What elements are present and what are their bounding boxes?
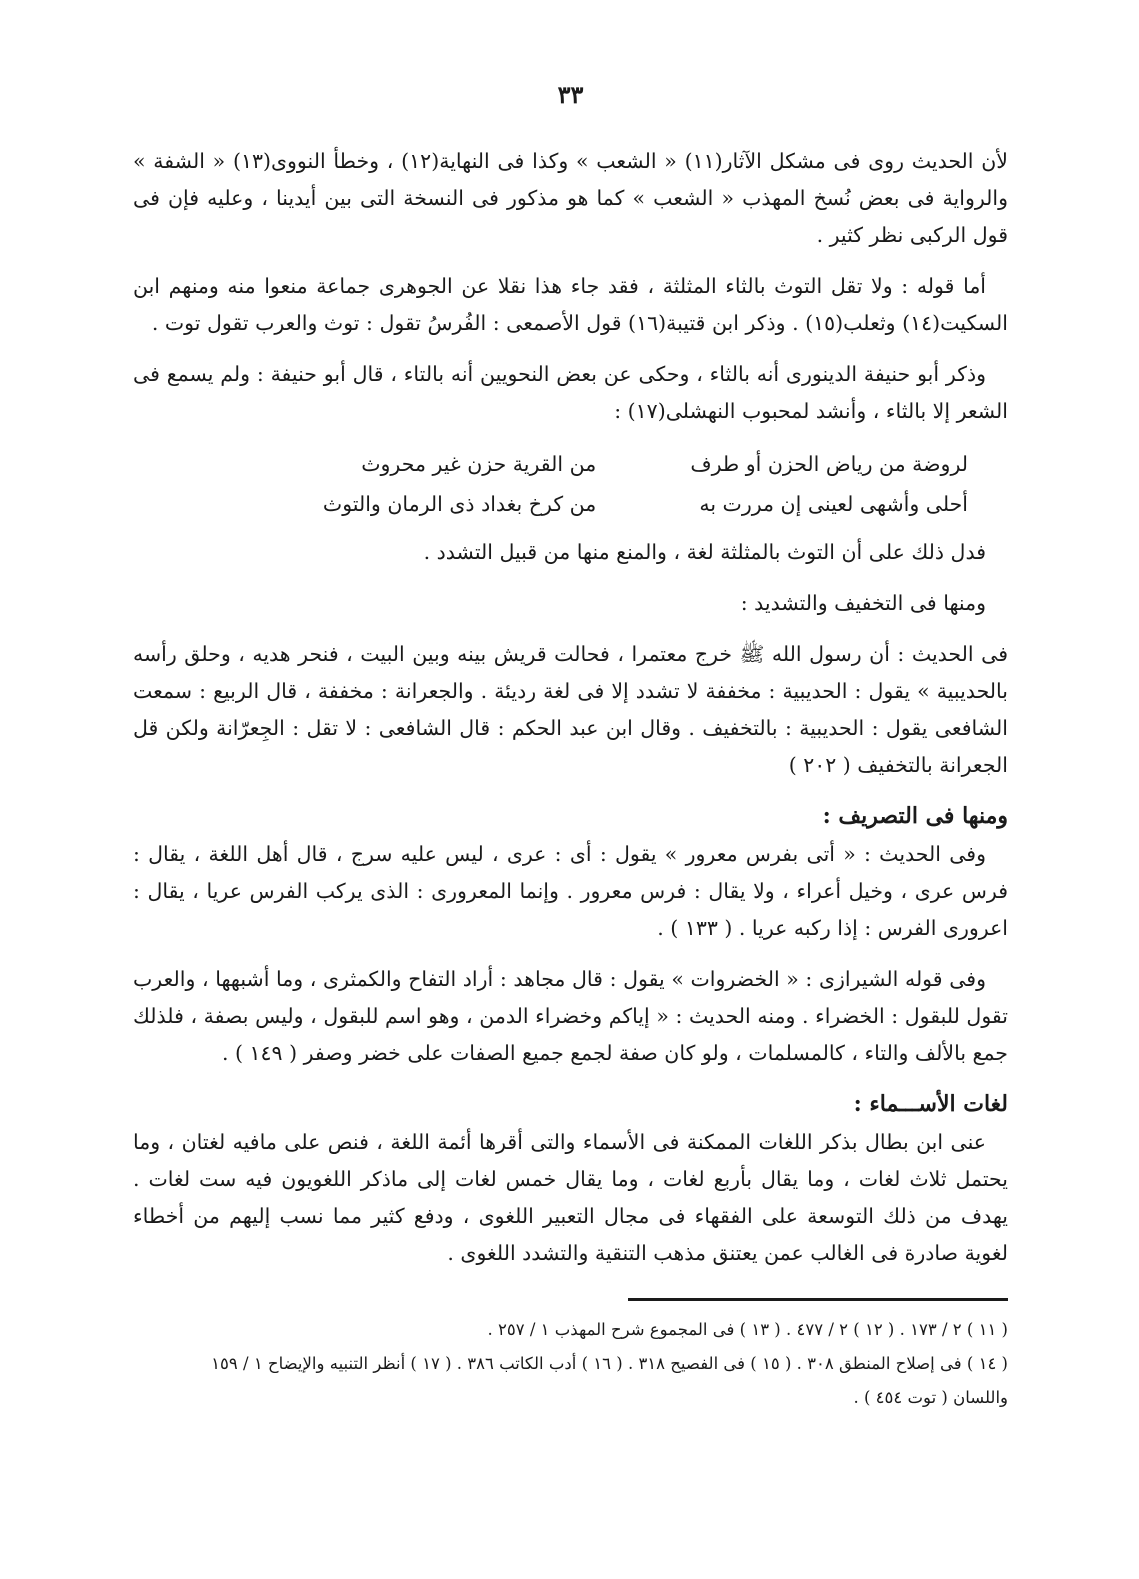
section-heading: ومنها فى التصريف :: [822, 803, 1008, 829]
footnote-line: واللسان ( توت ٤٥٤ ) .: [853, 1388, 1008, 1407]
paragraph: وفى قوله الشيرازى : « الخضروات » يقول : قال مجاهد : أراد التفاح والكمثرى ، وما أشبهها ، والعرب تقول للبقول : الخضراء . ومنه الحديث : « إياكم وخضراء الدمن ، وهو اسم للبقول ، وليس بصفة ، فلذلك جمع بالألف والتاء ، كالمسلمات ، ولو كان صفة لجمع جميع الصفات على خضر وصفر ( ١٤٩ ) .: [133, 967, 1008, 1065]
verse-first-hemistich: أحلى وأشهى لعينى إن مررت به: [699, 492, 968, 516]
poem-verse: [253, 484, 968, 524]
section-heading: لغات الأســـماء :: [853, 1091, 1008, 1117]
paragraph: وفى الحديث : « أتى بفرس معرور » يقول : أى : عرى ، ليس عليه سرج ، قال أهل اللغة ، يقال : فرس عرى ، وخيل أعراء ، ولا يقال : فرس معرور . وإنما المعرورى : الذى يركب الفرس عريا ، يقال : اعرورى الفرس : إذا ركبه عريا . ( ١٣٣ ) .: [133, 842, 1008, 940]
paragraph: أما قوله : ولا تقل التوث بالثاء المثلثة ، فقد جاء هذا نقلا عن الجوهرى جماعة منعوا منه ومنهم ابن السكيت(١٤) وثعلب(١٥) . وذكر ابن قتيبة(١٦) قول الأصمعى : الفُرسُ تقول : توث والعرب تقول توت .: [133, 274, 1008, 335]
document-page: [133, 70, 1008, 1550]
paragraph: عنى ابن بطال بذكر اللغات الممكنة فى الأسماء والتى أقرها أئمة اللغة ، فنص على مافيه لغتان ، وما يحتمل ثلاث لغات ، وما يقال بأربع لغات ، وما يقال خمس لغات إلى ماذكر اللغويون فيه ست لغات . يهدف من ذلك التوسعة على الفقهاء فى مجال التعبير اللغوى ، ودفع كثير مما نسب إليهم من أخطاء لغوية صادرة فى الغالب عمن يعتنق مذهب التنقية والتشدد اللغوى .: [133, 1130, 1008, 1265]
verse-second-hemistich: من القرية حزن غير محروث: [361, 452, 597, 476]
footnotes: [133, 1313, 1008, 1415]
footnote-divider: [628, 1298, 1008, 1301]
verse-first-hemistich: لروضة من رياض الحزن أو طرف: [690, 452, 968, 476]
poem: [253, 444, 968, 524]
footnote-line: ( ١١ ) ٢ / ١٧٣ . ( ١٢ ) ٢ / ٤٧٧ . ( ١٣ ) فى المجموع شرح المهذب ١ / ٢٥٧ .: [487, 1320, 1008, 1339]
footnote-line: ( ١٤ ) فى إصلاح المنطق ٣٠٨ . ( ١٥ ) فى الفصيح ٣١٨ . ( ١٦ ) أدب الكاتب ٣٨٦ . ( ١٧ ) أنظر التنبيه والإيضاح ١ / ١٥٩: [211, 1354, 1008, 1373]
paragraph: لأن الحديث روى فى مشكل الآثار(١١) « الشعب » وكذا فى النهاية(١٢) ، وخطأ النووى(١٣) « الشفة » والرواية فى بعض نُسخ المهذب « الشعب » كما هو مذكور فى النسخة التى بين أيدينا ، وعليه فإن فى قول الركبى نظر كثير .: [133, 149, 1008, 247]
verse-second-hemistich: من كرخ بغداد ذى الرمان والتوث: [322, 492, 597, 516]
page-number: ٣٣: [557, 80, 584, 109]
paragraph: ومنها فى التخفيف والتشديد :: [740, 591, 986, 615]
paragraph: فدل ذلك على أن التوث بالمثلثة لغة ، والمنع منها من قبيل التشدد .: [423, 540, 986, 564]
poem-verse: [253, 444, 968, 484]
paragraph: وذكر أبو حنيفة الدينورى أنه بالثاء ، وحكى عن بعض النحويين أنه بالتاء ، قال أبو حنيفة : ولم يسمع فى الشعر إلا بالثاء ، وأنشد لمحبوب النهشلى(١٧) :: [133, 362, 1008, 423]
paragraph: فى الحديث : أن رسول الله ﷺ خرج معتمرا ، فحالت قريش بينه وبين البيت ، فنحر هديه ، وحلق رأسه بالحديبية » يقول : الحديبية : مخففة لا تشدد إلا فى لغة رديئة . والجعرانة : مخففة ، قال الربيع : سمعت الشافعى يقول : الحديبية : بالتخفيف . وقال ابن عبد الحكم : قال الشافعى : لا تقل : الجِعرّانة ولكن قل الجعرانة بالتخفيف ( ٢٠٢ ): [133, 642, 1008, 777]
